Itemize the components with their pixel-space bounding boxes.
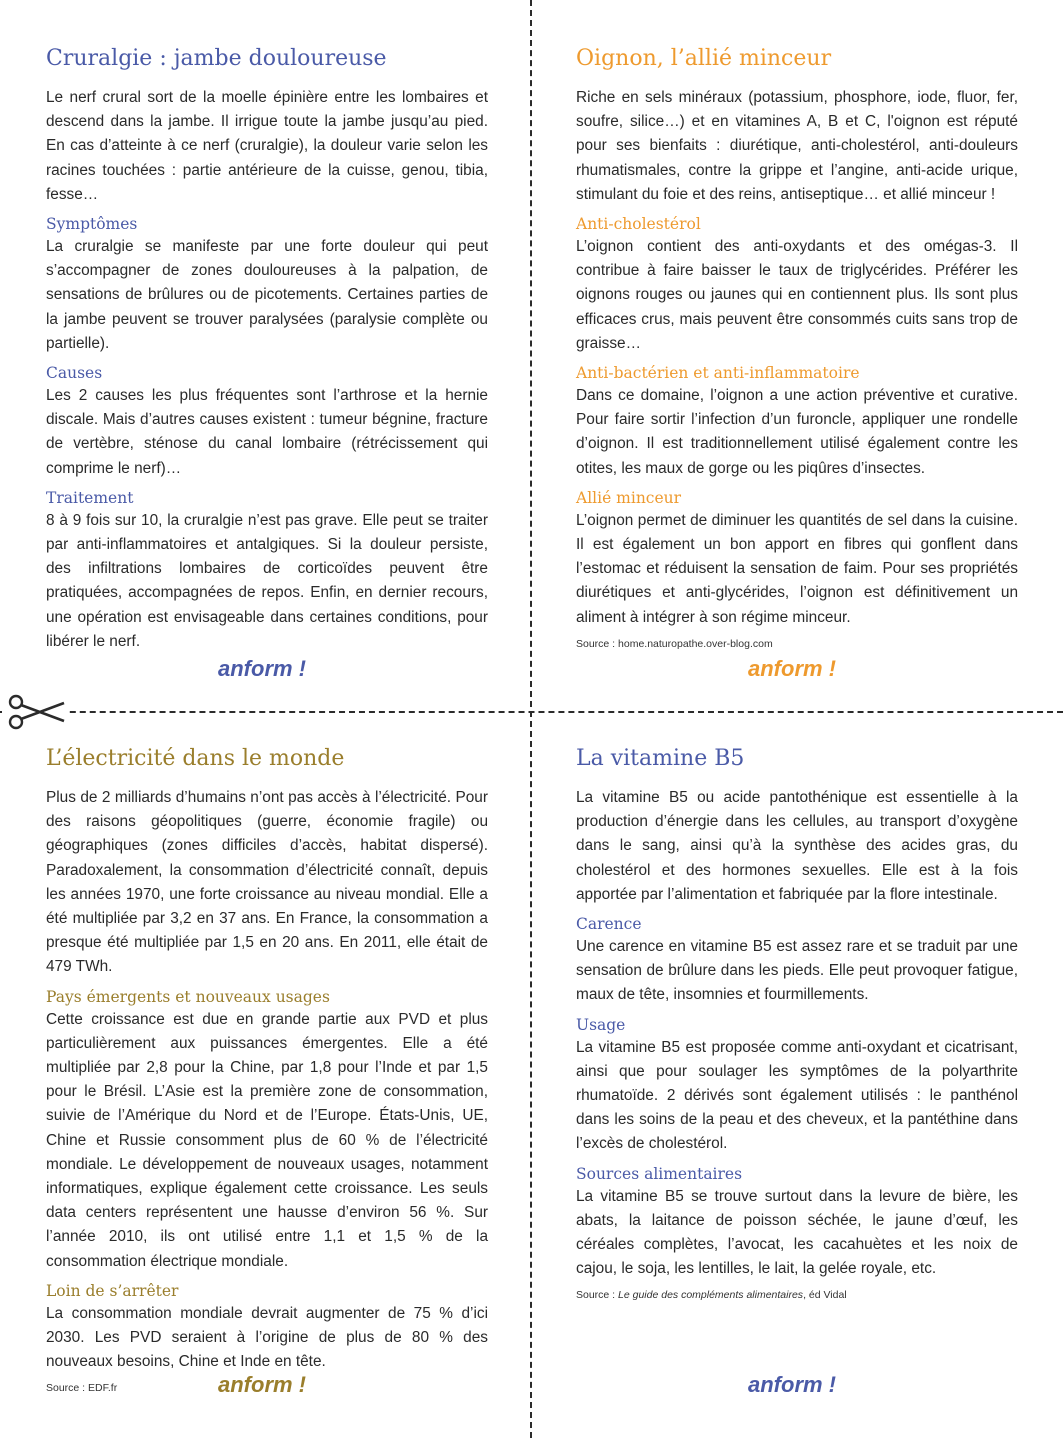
horizontal-cut-line	[0, 711, 1063, 713]
section-heading: Usage	[576, 1015, 626, 1034]
scissors-icon	[2, 694, 68, 730]
source-prefix: Source :	[576, 1289, 619, 1302]
anform-logo: anform !	[748, 1372, 836, 1397]
card-intro: La vitamine B5 ou acide pantothénique est essentielle à la production d’énergie dans les cellules, au transport d’oxygène dans le sang, ainsi qu’à la synthèse des acides gras, du cholestérol et des hormones sexuelles. Elle est à la fois apportée par l’alimentation et fabriquée par la flore intestinale.	[576, 789, 1018, 903]
section-heading: Allié minceur	[576, 488, 682, 507]
section-heading: Carence	[576, 915, 642, 934]
section-heading: Causes	[46, 364, 103, 383]
section-text: L’oignon contient des anti-oxydants et des omégas-3. Il contribue à faire baisser le taux de triglycérides. Préférer les oignons rouges ou jaunes qui en contiennent plus. Ils sont plus efficaces crus, mais peuvent être consommés cuits sans trop de graisse…	[576, 238, 1018, 352]
card-electricite	[46, 744, 488, 1396]
anform-logo: anform !	[218, 1372, 306, 1397]
section-text: Une carence en vitamine B5 est assez rare et se traduit par une sensation de brûlure dans les pieds. Elle peut provoquer fatigue, maux de tête, insomnies et fourmillements.	[576, 938, 1018, 1004]
anform-logo: anform !	[748, 656, 836, 681]
vertical-cut-line	[530, 0, 532, 1438]
section-text: Dans ce domaine, l’oignon a une action préventive et curative. Pour faire sortir l’infection d’un furoncle, appliquer une rondelle d’oignon. Il est traditionnellement utilisé également contre les otites, les maux de gorge ou les piqûres d’insectes.	[576, 387, 1018, 477]
section-heading: Loin de s’arrêter	[46, 1281, 179, 1300]
source-suffix: , éd Vidal	[803, 1289, 847, 1302]
source-note: Source : home.naturopathe.over-blog.com	[576, 637, 773, 650]
section-text: La vitamine B5 se trouve surtout dans la levure de bière, les abats, la laitance de poisson séchée, le jaune d’œuf, les céréales complètes, l’avocat, les cacahuètes et les noix de cajou, le soja, les lentilles, le lait, la gelée royale, etc.	[576, 1187, 1018, 1278]
section-heading: Symptômes	[46, 215, 138, 234]
section-text: 8 à 9 fois sur 10, la cruralgie n’est pas grave. Elle peut se traiter par anti-inflammatoires et antalgiques. Si la douleur persiste, des infiltrations lombaires de corticoïdes peuvent être pratiquées, accompagnées de repos. Enfin, en dernier recours, une opération est envisageable dans certaines conditions, pour libérer le nerf.	[46, 511, 488, 650]
card-oignon	[576, 44, 1018, 652]
source-note	[576, 1287, 1018, 1303]
section-text: Cette croissance est due en grande partie aux PVD et plus particulièrement aux puissances émergentes. Elle a été multipliée par 2,8 pour la Chine, par 1,8 pour l’Inde et par 1,5 pour le Brésil. L’Asie est la première zone de consommation, suivie de l’Amérique du Nord et de l’Europe. États-Unis, UE, Chine et Russie consomment plus de 60 % de l’électricité mondiale. Le développement de nouveaux usages, notamment informatiques, explique également cette croissance. Les seuls data centers représentent une hausse d’environ 56 %. Sur l’année 2010, ils ont utilisé entre 1,1 et 1,5 % de la consommation électrique mondiale.	[46, 1010, 488, 1270]
section-heading: Pays émergents et nouveaux usages	[46, 987, 330, 1006]
card-title: L’électricité dans le monde	[46, 746, 345, 771]
section-text: La cruralgie se manifeste par une forte douleur qui peut s’accompagner de zones douloureuses à la palpation, de sensations de brûlures ou de picotements. Certaines parties de la jambe peuvent se trouver paralysées (paralysie complète ou partielle).	[46, 238, 488, 352]
card-intro: Le nerf crural sort de la moelle épinière entre les lombaires et descend dans la jambe. Il irrigue toute la jambe jusqu’au pied. En cas d’atteinte à ce nerf (cruralgie), la douleur varie selon les racines touchées : partie antérieure de la cuisse, genou, tibia, fesse…	[46, 89, 488, 203]
section-heading: Traitement	[46, 488, 134, 507]
card-vitamine-b5	[576, 744, 1018, 1303]
section-heading: Sources alimentaires	[576, 1164, 743, 1183]
source-note: Source : EDF.fr	[46, 1382, 118, 1395]
section-text: La consommation mondiale devrait augmenter de 75 % d’ici 2030. Les PVD seraient à l’origine de plus de 80 % des nouveaux besoins, Chine et Inde en tête.	[46, 1304, 488, 1371]
source-book-title: Le guide des compléments alimentaires	[618, 1289, 804, 1302]
card-intro: Riche en sels minéraux (potassium, phosphore, iode, fluor, fer, soufre, silice…) et en vitamines A, B et C, l'oignon est réputé pour ses bienfaits : diurétique, anti-cholestérol, anti-douleurs rhumatismales, contre la grippe et l’angine, anti-acide urique, stimulant du foie et des reins, antiseptique… et allié minceur !	[576, 89, 1018, 203]
anform-logo: anform !	[218, 656, 306, 681]
section-text: L’oignon permet de diminuer les quantités de sel dans la cuisine. Il est également un bon apport en fibres qui gonflent dans l’estomac et réduisent la sensation de faim. Pour ses propriétés diurétiques et anti-glycérides, l’oignon est définitivement un aliment à intégrer à son régime minceur.	[576, 511, 1018, 626]
card-title: La vitamine B5	[576, 746, 745, 771]
section-text: Les 2 causes les plus fréquentes sont l’arthrose et la hernie discale. Mais d’autres causes existent : tumeur bégnine, fracture de vertèbre, sténose du canal lombaire (rétrécissement qui comprime le nerf)…	[46, 387, 488, 477]
card-cruralgie	[46, 44, 488, 654]
section-heading: Anti-bactérien et anti-inflammatoire	[576, 364, 860, 383]
section-text: La vitamine B5 est proposée comme anti-oxydant et cicatrisant, ainsi que pour soulager les symptômes de la polyarthrite rhumatoïde. 2 dérivés sont également utilisés : le panthénol dans les soins de la peau et des cheveux, et la pantéthine dans l’excès de cholestérol.	[576, 1038, 1018, 1153]
card-title: Oignon, l’allié minceur	[576, 46, 832, 71]
card-title: Cruralgie : jambe douloureuse	[46, 46, 387, 71]
card-intro: Plus de 2 milliards d’humains n’ont pas accès à l’électricité. Pour des raisons géopolitiques (guerre, économie fragile) ou géographiques (zones difficiles d’accès, habitat dispersé). Paradoxalement, la consommation d’électricité connaît, depuis les années 1970, une forte croissance au niveau mondial. Elle a été multipliée par 3,2 en 37 ans. En France, la consommation a presque été multipliée par 1,5 en 20 ans. En 2011, elle était de 479 TWh.	[46, 789, 488, 976]
section-heading: Anti-cholestérol	[576, 215, 701, 234]
